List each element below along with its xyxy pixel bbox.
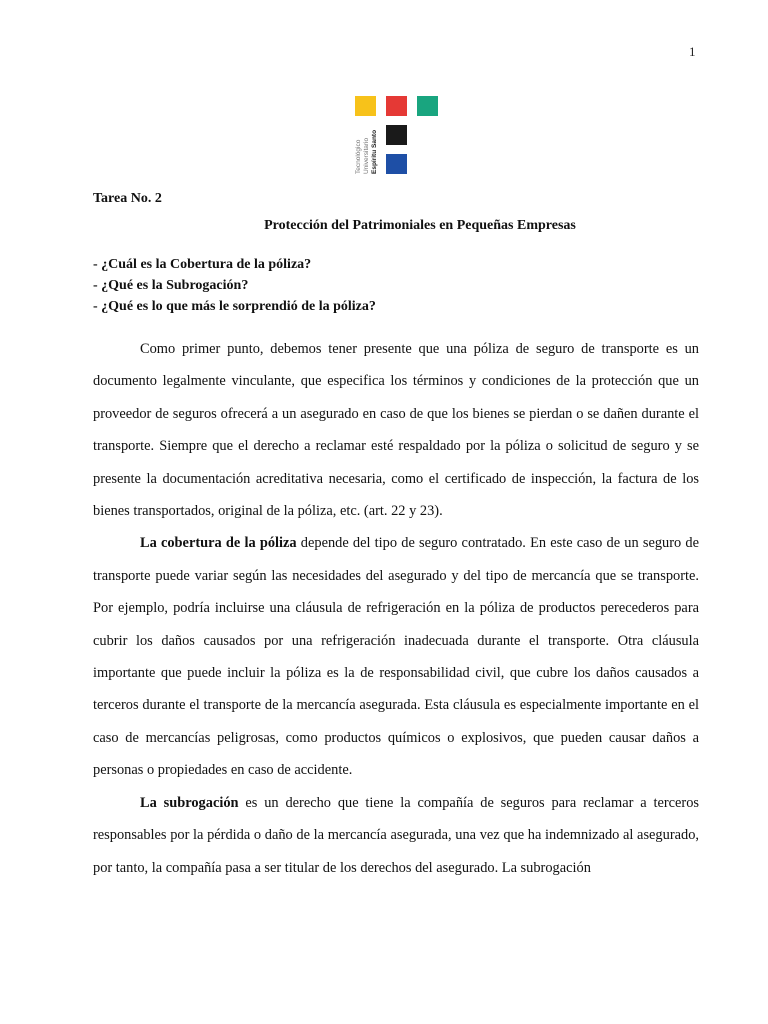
logo-text-line: Espíritu Santo — [371, 129, 378, 174]
paragraph-coverage — [93, 527, 699, 786]
logo-blue-square — [386, 154, 407, 174]
logo-yellow-square — [355, 96, 376, 116]
paragraph-subrogation — [93, 787, 699, 884]
document-title: Protección del Patrimoniales en Pequeñas Empresas — [264, 218, 576, 233]
subrogation-text: es un derecho que tiene la compañía de seguros para reclamar a terceros responsables por la pérdida o daño de la mercancía asegurada, una vez que ha indemnizado al asegurado, por tanto, la compañía pasa a ser titular de los derechos del asegurado. La subrogación — [93, 794, 699, 876]
question-item: - ¿Cuál es la Cobertura de la póliza? — [93, 257, 312, 272]
page-number: 1 — [689, 44, 696, 59]
question-item: - ¿Qué es la Subrogación? — [93, 278, 249, 293]
document-body — [93, 333, 699, 884]
logo-text-line: Tecnológico — [355, 139, 362, 174]
question-list — [93, 254, 376, 317]
question-item: - ¿Qué es lo que más le sorprendió de la póliza? — [93, 299, 376, 314]
logo-red-square — [386, 96, 407, 116]
subrogation-heading: La subrogación — [140, 794, 239, 811]
logo-black-square — [386, 125, 407, 145]
logo-teal-square — [417, 96, 438, 116]
coverage-heading: La cobertura de la póliza — [140, 535, 297, 552]
university-logo — [355, 96, 439, 178]
task-label: Tarea No. 2 — [93, 191, 162, 206]
logo-text — [355, 118, 379, 174]
paragraph-intro: Como primer punto, debemos tener presente que una póliza de seguro de transporte es un documento legalmente vinculante, que especifica los términos y condiciones de la protección que un proveedor de seguros ofrecerá a un asegurado en caso de que los bienes se pierdan o se dañen durante el transporte. Siempre que el derecho a reclamar esté respaldado por la póliza o solicitud de seguro y se presente la documentación acreditativa necesaria, como el certificado de inspección, la factura de los bienes transportados, original de la póliza, etc. (art. 22 y 23). — [93, 341, 699, 520]
logo-text-line: Universitario — [363, 137, 370, 174]
coverage-text: depende del tipo de seguro contratado. En este caso de un seguro de transporte puede variar según las necesidades del asegurado y del tipo de mercancía que se transporte. Por ejemplo, podría incluirse una cláusula de refrigeración en la póliza de productos perecederos para cubrir los daños causados por una refrigeración inadecuada durante el transporte. Otra cláusula importante que puede incluir la póliza es la de responsabilidad civil, que cubre los daños causados a terceros durante el transporte de la mercancía asegurada. Esta cláusula es especialmente importante en el caso de mercancías peligrosas, como productos químicos o explosivos, que pueden causar daños a personas o propiedades en caso de accidente. — [93, 535, 699, 779]
